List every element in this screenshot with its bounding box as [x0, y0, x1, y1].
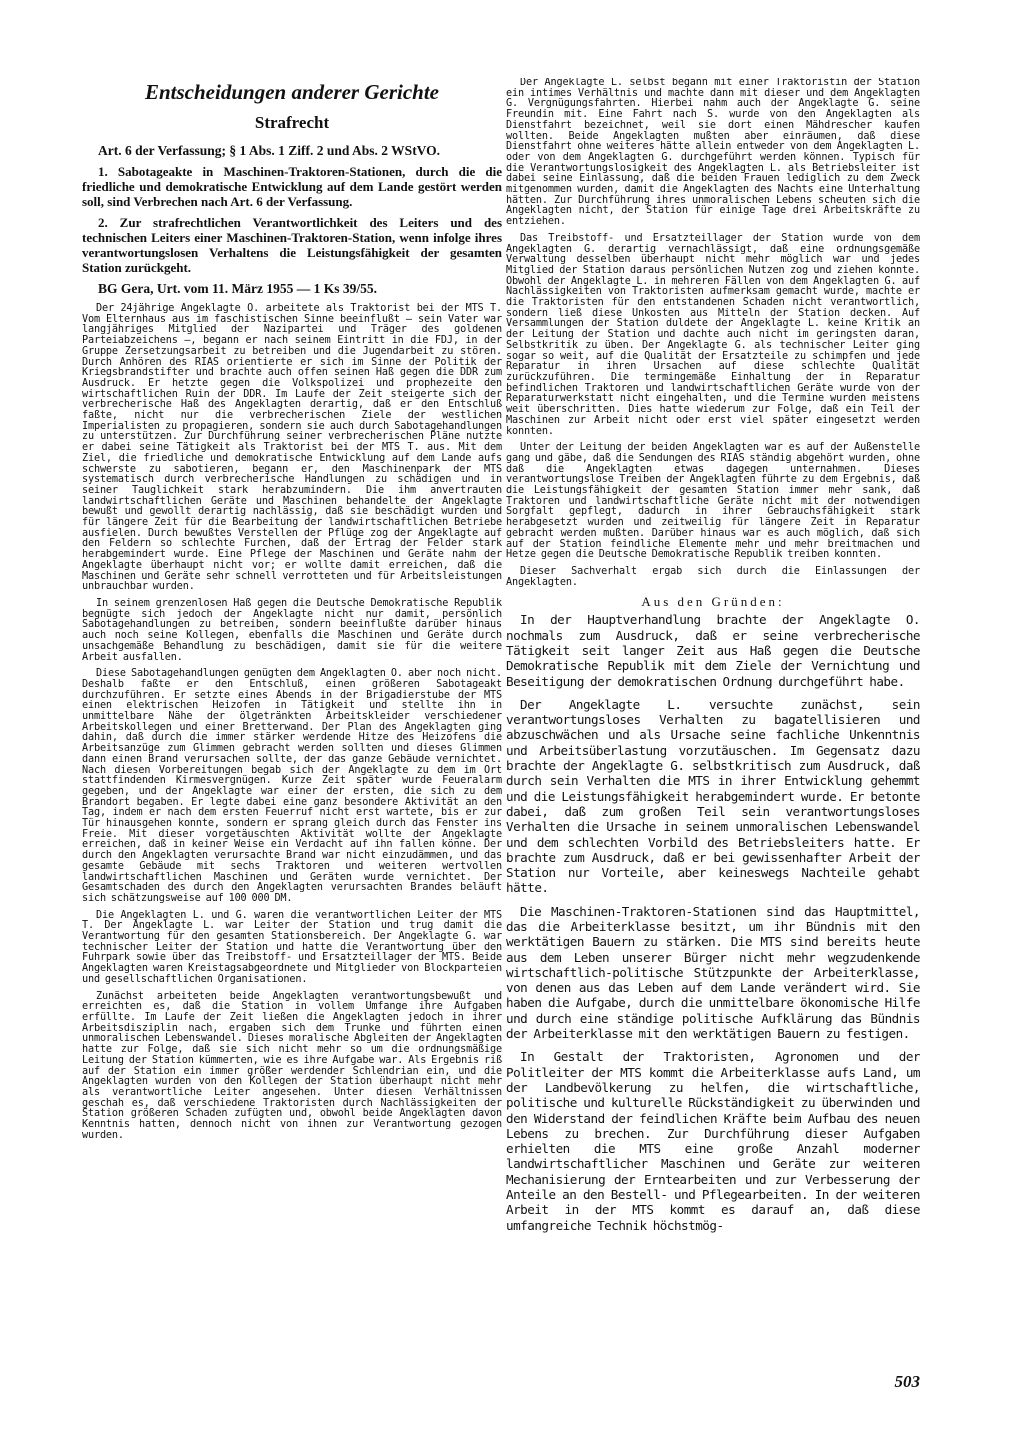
body-paragraph: Der 24jährige Angeklagte O. arbeitete als Traktorist bei der MTS T. Vom Elternhaus aus im faschistischen Sinne beeinflußt — sein Vater war langjähriges Mitglied der Nazipartei und Träger des goldenen Parteiabzeichens —, begann er nach seinem Eintritt in die FDJ, in der Gruppe Zersetzungsarbeit zu betreiben und die Jugendarbeit zu stören. Durch Anhören des RIAS orientierte er sich im Sinne der Politik der Kriegsbrandstifter und brachte auch offen seinen Haß gegen die DDR zum Ausdruck. Er hetzte gegen die Volkspolizei und prophezeite den wirtschaftlichen Ruin der DDR. Im Laufe der Zeit steigerte sich der verbrecherische Haß des Angeklagten derartig, daß er den Entschluß faßte, nicht nur die verbrecherischen Ziele der westlichen Imperialisten zu propagieren, sondern sie auch durch Sabotagehandlungen zu unterstützen. Zur Durchführung seiner verbrecherischen Pläne nutzte er dabei seine Tätigkeit als Traktorist bei der MTS T. aus. Mit dem Ziel, die friedliche und demokratische Entwicklung auf dem Lande aufs schwerste zu sabotieren, begann er, den Maschinenpark der MTS systematisch durch verbrecherische Handlungen zu schädigen und in seiner Tauglichkeit stark herabzumindern. Die ihm anvertrauten landwirtschaftlichen Geräte und Maschinen behandelte der Angeklagte bewußt und gewollt derartig nachlässig, daß sie beschädigt wurden und für längere Zeit für die Bearbeitung der landwirtschaftlichen Betriebe ausfielen. Durch bewußtes Verstellen der Pflüge zog der Angeklagte auf den Feldern so schlechte Furchen, daß der Ertrag der Felder stark herabgemindert wurde. Eine Pflege der Maschinen und Geräte nahm der Angeklagte überhaupt nicht vor; er wollte damit erreichen, daß die Maschinen und Geräte sehr schnell verrotteten und für Arbeitsleistungen unbrauchbar wurden.	[82, 303, 502, 593]
body-paragraph: In seinem grenzenlosen Haß gegen die Deutsche Demokratische Republik begnügte sich jedoch der Angeklagte nicht nur damit, persönlich Sabotagehandlungen zu betreiben, sondern beeinflußte darüber hinaus auch noch seine Kollegen, ebenfalls die Maschinen und Geräte durch unsachgemäße Behandlung zu beschädigen, damit sie für die weitere Arbeit ausfallen.	[82, 597, 502, 663]
grounds-heading: Aus den Gründen:	[641, 594, 785, 610]
section-title: Entscheidungen anderer Gerichte	[144, 80, 440, 104]
grounds-paragraph: Der Angeklagte L. versuchte zunächst, sein verantwortungsloses Verhalten zu bagatellisieren und abzuschwächen und als Ursache seine fachliche Unkenntnis und Arbeitsüberlastung vorzutäuschen. Im Gegensatz dazu brachte der Angeklagte G. selbstkritisch zum Ausdruck, daß durch sein Verhalten die MTS in ihrer Entwicklung gehemmt und die Leistungsfähigkeit herabgemindert wurde. Er betonte dabei, daß zum großen Teil sein verantwortungsloses Verhalten die Ursache in seinem unmoralischen Lebenswandel und dem schlechten Vorbild des Betriebsleiters hatte. Er brachte zum Ausdruck, daß er bei gewissenhafter Arbeit der Station nur Vorteile, aber keineswegs Nachteile gehabt hätte.	[506, 696, 920, 896]
body-paragraph: Unter der Leitung der beiden Angeklagten war es auf der Außenstelle gang und gäbe, daß die Sendungen des RIAS ständig abgehört wurden, ohne daß die Angeklagten etwas dagegen unternahmen. Dieses verantwortungslose Treiben der Angeklagten führte zu dem Ergebnis, daß die Leistungsfähigkeit der gesamten Station immer mehr sank, daß Traktoren und landwirtschaftliche Geräte nicht mit der notwendigen Sorgfalt gepflegt, dadurch in ihrer Gebrauchsfähigkeit stark herabgesetzt wurden und zeitweilig für längere Zeit in Reparatur gebracht werden mußten. Darüber hinaus war es auch möglich, daß sich auf der Station feindliche Elemente mehr und mehr breitmachen und Hetze gegen die Deutsche Demokratische Republik treiben konnten.	[506, 442, 920, 561]
body-paragraph: Die Angeklagten L. und G. waren die verantwortlichen Leiter der MTS T. Der Angeklagte L. war Leiter der Station und trug damit die Verantwortung für den gesamten Stationsbereich. Der Angeklagte G. war technischer Leiter der Station und hatte die Verantwortung über den Fuhrpark sowie über das Treibstoff- und Ersatzteillager der MTS. Beide Angeklagten waren Kreistagsabgeordnete und Mitglieder von Blockparteien und gesellschaftlichen Organisationen.	[82, 909, 502, 985]
body-paragraph: Das Treibstoff- und Ersatzteillager der Station wurde von dem Angeklagten G. derartig vernachlässigt, daß eine ordnungsgemäße Verwaltung desselben überhaupt nicht mehr möglich war und jedes Mitglied der Station daraus persönlichen Nutzen zog und ziehen konnte. Obwohl der Angeklagte L. in mehreren Fällen von dem Angeklagten G. auf Nachlässigkeiten von Traktoristen aufmerksam gemacht wurde, machte er die Traktoristen für den entstandenen Schaden nicht verantwortlich, sondern ließ diese Unkosten aus Mitteln der Station decken. Auf Versammlungen der Station duldete der Angeklagte L. keine Kritik an der Leitung der Station und dachte auch nicht im geringsten daran, Selbstkritik zu üben. Der Angeklagte G. als technischer Leiter ging sogar so weit, auf die Qualität der Ersatzteile zu schimpfen und jede Reparatur in ihren Ursachen auf diese schlechte Qualität zurückzuführen. Die termingemäße Einhaltung der in Reparatur befindlichen Traktoren und landwirtschaftlichen Geräte wurde von der Reparaturwerkstatt nicht eingehalten, und die Termine wurden meistens weit überschritten. Dies hatte wiederum zur Folge, daß ein Teil der Maschinen zur Arbeit nicht oder erst viel später eingesetzt werden konnten.	[506, 232, 920, 437]
body-paragraph: Zunächst arbeiteten beide Angeklagten verantwortungsbewußt und erreichten es, daß die Station in vollem Umfange ihre Aufgaben erfüllte. Im Laufe der Zeit ließen die Angeklagten jedoch in ihrer Arbeitsdisziplin nach, ergaben sich dem Trunke und führten einen unmoralischen Lebenswandel. Dieses moralische Abgleiten der Angeklagten hatte zur Folge, daß sie sich nicht mehr so um die ordnungsmäßige Leitung der Station kümmerten, wie es ihre Aufgabe war. Als Ergebnis riß auf der Station ein immer größer werdender Schlendrian ein, und die Angeklagten wurden von den Kollegen der Station überhaupt nicht mehr als verantwortliche Leiter angesehen. Unter diesen Verhältnissen geschah es, daß verschiedene Traktoristen durch Nachlässigkeiten der Station größeren Schaden zufügten und, obwohl beide Angeklagten davon Kenntnis hatten, dennoch nicht von ihnen zur Verantwortung gezogen wurden.	[82, 990, 502, 1141]
body-paragraph: Dieser Sachverhalt ergab sich durch die Einlassungen der Angeklagten.	[506, 565, 920, 588]
law-reference: Art. 6 der Verfassung; § 1 Abs. 1 Ziff. 2 und Abs. 2 WStVO.	[98, 143, 441, 158]
grounds-paragraph: In der Hauptverhandlung brachte der Angeklagte O. nochmals zum Ausdruck, daß er seine verbrecherische Tätigkeit seit langer Zeit aus Haß gegen die Deutsche Demokratische Republik mit dem Ziele der Vernichtung und Beseitigung der demokratischen Ordnung durchgeführt habe.	[506, 612, 920, 689]
grounds-paragraph: In Gestalt der Traktoristen, Agronomen und der Politleiter der MTS kommt die Arbeiterklasse aufs Land, um der Landbevölkerung zu helfen, die wirtschaftliche, politische und kulturelle Rückständigkeit zu überwinden und den Widerstand der feindlichen Kräfte beim Aufbau des neuen Lebens zu brechen. Zur Durchführung dieser Aufgaben erhielten die MTS eine große Anzahl moderner landwirtschaftlicher Maschinen und Geräte zur weiteren Mechanisierung der Erntearbeiten und zur Verbesserung der Anteile an den Bestell- und Pflegearbeiten. In der weiteren Arbeit in der MTS kommt es darauf an, daß diese umfangreiche Technik höchstmög-	[506, 1049, 920, 1233]
page-number: 503	[894, 1372, 920, 1391]
court-citation: BG Gera, Urt. vom 11. März 1955 — 1 Ks 39/55.	[98, 281, 377, 296]
headnote-2: 2. Zur strafrechtlichen Verantwortlichkeit des Leiters und des technischen Leiters einer Maschinen-Traktoren-Station, wenn infolge ihres verantwortungslosen Verhaltens die Leistungsfähigkeit der gesamten Station zurückgeht.	[82, 215, 502, 275]
subsection-title: Strafrecht	[254, 113, 330, 132]
body-paragraph: Diese Sabotagehandlungen genügten dem Angeklagten O. aber noch nicht. Deshalb faßte er den Entschluß, einen größeren Sabotageakt durchzuführen. Er setzte eines Abends in der Brigadierstube der MTS einen elektrischen Heizofen in Tätigkeit und stellte ihn in unmittelbare Nähe der ölgetränkten Arbeitskleider verschiedener Arbeitskollegen und einer Bretterwand. Der Plan des Angeklagten ging dahin, daß durch die immer stärker werdende Hitze des Heizofens die Arbeitsanzüge zum Glimmen gebracht werden sollten und dieses Glimmen dann einen Brand verursachen sollte, der das ganze Gebäude vernichtet. Nach diesen Vorbereitungen begab sich der Angeklagte zu dem im Ort stattfindenden Kirmesvergnügen. Kurze Zeit später wurde Feueralarm gegeben, und der Angeklagte war einer der ersten, die sich zu dem Brandort begaben. Er legte dabei eine ganz besondere Aktivität an den Tag, indem er nach dem ersten Feuerruf nicht erst wartete, bis er zur Tür hinausgehen konnte, sondern er sprang gleich durch das Fenster ins Freie. Mit dieser vorgetäuschten Aktivität wollte der Angeklagte erreichen, daß in keiner Weise ein Verdacht auf ihn fallen könne. Der durch den Angeklagten verursachte Brand war nicht einzudämmen, und das gesamte Gebäude mit sechs Traktoren und weiteren wertvollen landwirtschaftlichen Maschinen und Geräten wurde vernichtet. Der Gesamtschaden des durch den Angeklagten verursachten Brandes beläuft sich schätzungsweise auf 100 000 DM.	[82, 668, 502, 904]
body-paragraph: Der Angeklagte L. selbst begann mit einer Traktoristin der Station ein intimes Verhältnis und machte dann mit dieser und dem Angeklagten G. Vergnügungsfahrten. Hierbei nahm auch der Angeklagte G. seine Freundin mit. Eine Fahrt nach S. wurde von den Angeklagten als Dienstfahrt bezeichnet, weil sie dort einen Mähdrescher kaufen wollten. Beide Angeklagten mußten aber einräumen, daß diese Dienstfahrt ohne weiteres hätte allein entweder von dem Angeklagten L. oder von dem Angeklagten G. durchgeführt werden können. Typisch für die Verantwortungslosigkeit des Angeklagten L. als Betriebsleiter ist dabei seine Einlassung, daß die beiden Frauen lediglich zu dem Zweck mitgenommen wurden, damit die Angeklagten des Nachts eine Unterhaltung hätten. Zur Durchführung ihres unmoralischen Lebens scheuten sich die Angeklagten nicht, der Station für einige Tage drei Arbeitskräfte zu entziehen.	[506, 78, 920, 228]
headnote-1: 1. Sabotageakte in Maschinen-Traktoren-Stationen, durch die die friedliche und demokratische Entwicklung auf dem Lande gestört werden soll, sind Verbrechen nach Art. 6 der Verfassung.	[82, 164, 502, 209]
grounds-paragraph: Die Maschinen-Traktoren-Stationen sind das Hauptmittel, das die Arbeiterklasse besitzt, um ihr Bündnis mit den werktätigen Bauern zu stärken. Die MTS sind bereits heute aus dem Leben unserer Bürger nicht mehr wegzudenkende wirtschaftlich-politische Stützpunkte der Arbeiterklasse, von denen aus das Leben auf dem Lande verändert wird. Sie haben die Aufgabe, durch die unmittelbare ökonomische Hilfe und durch eine ständige politische Aufklärung das Bündnis der Arbeiterklasse mit den werktätigen Bauern zu festigen.	[506, 903, 920, 1042]
right-column	[506, 78, 920, 1328]
left-column	[82, 78, 502, 1328]
